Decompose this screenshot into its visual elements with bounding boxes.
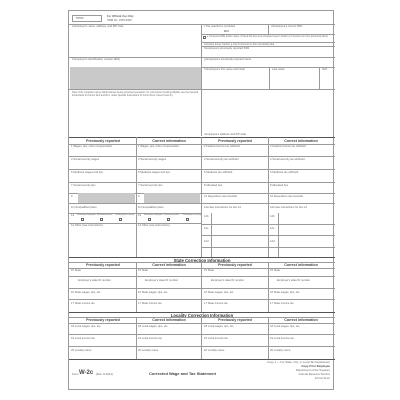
- state-prev-2-box-17[interactable]: 17 State income tax: [204, 302, 228, 305]
- fed-prev-box-3[interactable]: 3 Social security wages: [71, 158, 100, 161]
- state-prev-2-box-16[interactable]: 16 State wages, tips, etc.: [204, 291, 235, 294]
- copy-2-label: Copy 2 For Employee: [301, 364, 330, 368]
- fed-prev-box-12b[interactable]: 12b: [204, 215, 209, 218]
- local-prev-2-box-19[interactable]: 19 Local income tax: [204, 337, 228, 340]
- prev-sick-pay-label: Third-party sick pay: [115, 214, 135, 216]
- local-correct-1-box-18[interactable]: 18 Local wages, tips, etc.: [138, 325, 169, 328]
- correct-sick-pay-label: Third-party sick pay: [182, 214, 202, 216]
- fed-header-prev-1: Previously reported: [86, 139, 120, 143]
- box-d-employee-ssn[interactable]: d Employee's correct SSN: [271, 25, 303, 28]
- prev-retirement-checkbox[interactable]: [100, 218, 103, 221]
- void-code: 55555: [76, 17, 84, 20]
- box-b-ein[interactable]: b Employer's identification number (EIN): [72, 58, 121, 61]
- fed-correct-box-9: 9: [138, 195, 140, 198]
- state-prev-1-box-16[interactable]: 16 State wages, tips, etc.: [71, 291, 102, 294]
- box-g-previous-name[interactable]: g Employee's previously reported name: [204, 58, 252, 61]
- box-i-employee-address[interactable]: i Employee's address and ZIP code: [204, 133, 247, 136]
- omb-number: OMB No. 1545-0008: [107, 19, 132, 22]
- fed-correct-box-12d[interactable]: 12d: [270, 240, 275, 243]
- local-header-correct-1: Correct information: [152, 318, 186, 322]
- local-prev-1-box-18[interactable]: 18 Local wages, tips, etc.: [71, 325, 102, 328]
- box-9-correct-shade: [144, 193, 200, 203]
- fed-correct-box-10[interactable]: 10 Dependent care benefits: [270, 195, 304, 198]
- state-header-correct-2: Correct information: [284, 263, 318, 267]
- state-prev-1-box-15[interactable]: 15 State: [71, 269, 82, 272]
- form-word: Form: [72, 372, 79, 376]
- fed-correct-box-1[interactable]: 1 Wages, tips, other compensation: [138, 145, 180, 148]
- fed-correct-box-12b[interactable]: 12b: [270, 215, 275, 218]
- complete-boxes-note: Complete boxes f and/or g only if incorrect on form previously filed: [204, 43, 275, 46]
- fed-header-correct-1: Correct information: [152, 139, 186, 143]
- fed-prev-box-8[interactable]: 8 Allocated tips: [204, 184, 223, 187]
- state-header-correct-1: Correct information: [152, 263, 186, 267]
- fed-prev-box-5[interactable]: 5 Medicare wages and tips: [71, 171, 103, 174]
- local-header-prev-1: Previously reported: [86, 318, 120, 322]
- fed-correct-box-12c[interactable]: 12c: [270, 227, 275, 230]
- state-prev-2-box-15[interactable]: 15 State: [204, 269, 215, 272]
- fed-prev-box-12c[interactable]: 12c: [204, 227, 209, 230]
- local-correct-2-box-18[interactable]: 18 Local wages, tips, etc.: [270, 325, 301, 328]
- form-w2c: [68, 10, 334, 390]
- form-code: W-2c: [79, 370, 94, 376]
- state-correct-1-box-17[interactable]: 17 State income tax: [138, 302, 162, 305]
- fed-correct-box-4[interactable]: 4 Social security tax withheld: [270, 158, 305, 161]
- fed-prev-box-7[interactable]: 7 Social security tips: [71, 184, 96, 187]
- prev-sick-pay-checkbox[interactable]: [119, 218, 122, 221]
- money-fields-note: Note: Only complete money fields that are being corrected (exception: for corrections involving MQGE, see the General Instructions for Forms W-2 and W-3, under Specific Instructions for Form W-2c, boxes 5 and 6.): [72, 91, 199, 98]
- correct-sick-pay-checkbox[interactable]: [186, 218, 189, 221]
- shaded-area: [70, 67, 201, 89]
- local-prev-1-box-19[interactable]: 19 Local income tax: [71, 337, 95, 340]
- last-name-label: Last name: [272, 68, 285, 71]
- fed-prev-box-14[interactable]: 14 Other (see instructions): [71, 224, 103, 227]
- state-header-prev-2: Previously reported: [218, 263, 252, 267]
- fed-prev-box-4[interactable]: 4 Social security tax withheld: [204, 158, 239, 161]
- form-title: Corrected Wage and Tax Statement: [149, 371, 216, 376]
- local-correct-2-box-20[interactable]: 20 Locality name: [270, 349, 291, 352]
- official-use: For Official Use Only: [107, 15, 134, 18]
- form-w2-label: W-2: [224, 30, 229, 33]
- state-correct-2-box-17[interactable]: 17 State income tax: [270, 302, 294, 305]
- fed-correct-box-13: 13: [138, 214, 141, 217]
- state-prev-2-employer-id[interactable]: Employer's state ID number: [211, 279, 245, 282]
- fed-prev-box-13: 13: [71, 214, 74, 217]
- fed-correct-box-5[interactable]: 5 Medicare wages and tips: [138, 171, 170, 174]
- local-prev-2-box-18[interactable]: 18 Local wages, tips, etc.: [204, 325, 235, 328]
- correct-statutory-checkbox[interactable]: [148, 218, 151, 221]
- state-correct-2-box-16[interactable]: 16 State wages, tips, etc.: [270, 291, 301, 294]
- fed-prev-box-6[interactable]: 6 Medicare tax withheld: [204, 171, 233, 174]
- fed-prev-box-9: 9: [71, 195, 73, 198]
- box-a-employer-name[interactable]: a Employer's name, address, and ZIP code: [72, 25, 124, 28]
- fed-correct-box-3[interactable]: 3 Social security wages: [138, 158, 167, 161]
- state-header-prev-1: Previously reported: [86, 263, 120, 267]
- local-prev-2-box-20[interactable]: 20 Locality name: [204, 349, 225, 352]
- irs-label: Internal Revenue Service: [298, 372, 330, 376]
- box-f-previous-ssn[interactable]: f Employee's previously reported SSN: [204, 47, 250, 50]
- copy-1-label: Copy 1 — For State, City, or Local Tax Department: [267, 360, 330, 364]
- fed-prev-box-11[interactable]: 11 Nonqualified plans: [71, 206, 97, 209]
- local-prev-1-box-20[interactable]: 20 Locality name: [71, 349, 92, 352]
- treasury-label: Department of the Treasury: [295, 368, 330, 372]
- forms-stamp: Forms W-2c: [314, 376, 330, 380]
- local-section-title: Locality Correction Information: [170, 312, 234, 318]
- local-header-correct-2: Correct information: [284, 318, 318, 322]
- fed-prev-box-10[interactable]: 10 Dependent care benefits: [204, 195, 238, 198]
- fed-correct-box-7[interactable]: 7 Social security tips: [138, 184, 163, 187]
- state-correct-1-box-16[interactable]: 16 State wages, tips, etc.: [138, 291, 169, 294]
- box-c-tax-year[interactable]: c Tax year/Form corrected: [204, 25, 236, 28]
- state-prev-1-employer-id[interactable]: Employer's state ID number: [78, 279, 112, 282]
- local-correct-1-box-19[interactable]: 19 Local income tax: [138, 337, 162, 340]
- box-e-checkbox[interactable]: [203, 36, 206, 39]
- suffix-label: Suff.: [322, 68, 328, 71]
- correct-statutory-label: Statutory employee: [144, 214, 163, 216]
- fed-header-prev-2: Previously reported: [218, 139, 252, 143]
- fed-prev-box-2[interactable]: 2 Federal income tax withheld: [204, 145, 240, 148]
- prev-statutory-label: Statutory employee: [77, 214, 96, 216]
- box-e-corrected-ssn: e Corrected SSN and/or name. (Check this box and complete boxes f and/or g if incorrect on form previously filed.): [207, 35, 329, 38]
- form-revision: (Rev. 8-2014): [96, 372, 113, 376]
- state-section-title: State Correction Information: [173, 257, 231, 263]
- fed-prev-box-1[interactable]: 1 Wages, tips, other compensation: [71, 145, 113, 148]
- fed-correct-box-2[interactable]: 2 Federal income tax withheld: [270, 145, 306, 148]
- prev-statutory-checkbox[interactable]: [81, 218, 84, 221]
- fed-correct-box-6[interactable]: 6 Medicare tax withheld: [270, 171, 299, 174]
- state-correct-1-employer-id[interactable]: Employer's state ID number: [145, 279, 179, 282]
- local-correct-2-box-19[interactable]: 19 Local income tax: [270, 337, 294, 340]
- local-correct-1-box-20[interactable]: 20 Locality name: [138, 349, 159, 352]
- state-correct-2-box-15[interactable]: 15 State: [270, 269, 281, 272]
- correct-retirement-label: Retirement plan: [164, 214, 180, 216]
- prev-retirement-label: Retirement plan: [97, 214, 113, 216]
- fed-prev-box-12d[interactable]: 12d: [204, 240, 209, 243]
- fed-correct-box-11[interactable]: 11 Nonqualified plans: [138, 206, 164, 209]
- fed-correct-box-8[interactable]: 8 Allocated tips: [270, 184, 289, 187]
- local-header-prev-2: Previously reported: [218, 318, 252, 322]
- state-correct-1-box-15[interactable]: 15 State: [138, 269, 149, 272]
- box-9-prev-shade: [78, 193, 135, 203]
- fed-correct-box-14[interactable]: 14 Other (see instructions): [138, 224, 170, 227]
- fed-header-correct-2: Correct information: [284, 139, 318, 143]
- state-correct-2-employer-id[interactable]: Employer's state ID number: [277, 279, 311, 282]
- fed-correct-box-12a[interactable]: 12a See instructions for box 12: [270, 206, 308, 209]
- correct-retirement-checkbox[interactable]: [167, 218, 170, 221]
- fed-prev-box-12a[interactable]: 12a See instructions for box 12: [204, 206, 242, 209]
- box-h-first-name[interactable]: h Employee's first name and initial: [204, 68, 245, 71]
- state-prev-1-box-17[interactable]: 17 State income tax: [71, 302, 95, 305]
